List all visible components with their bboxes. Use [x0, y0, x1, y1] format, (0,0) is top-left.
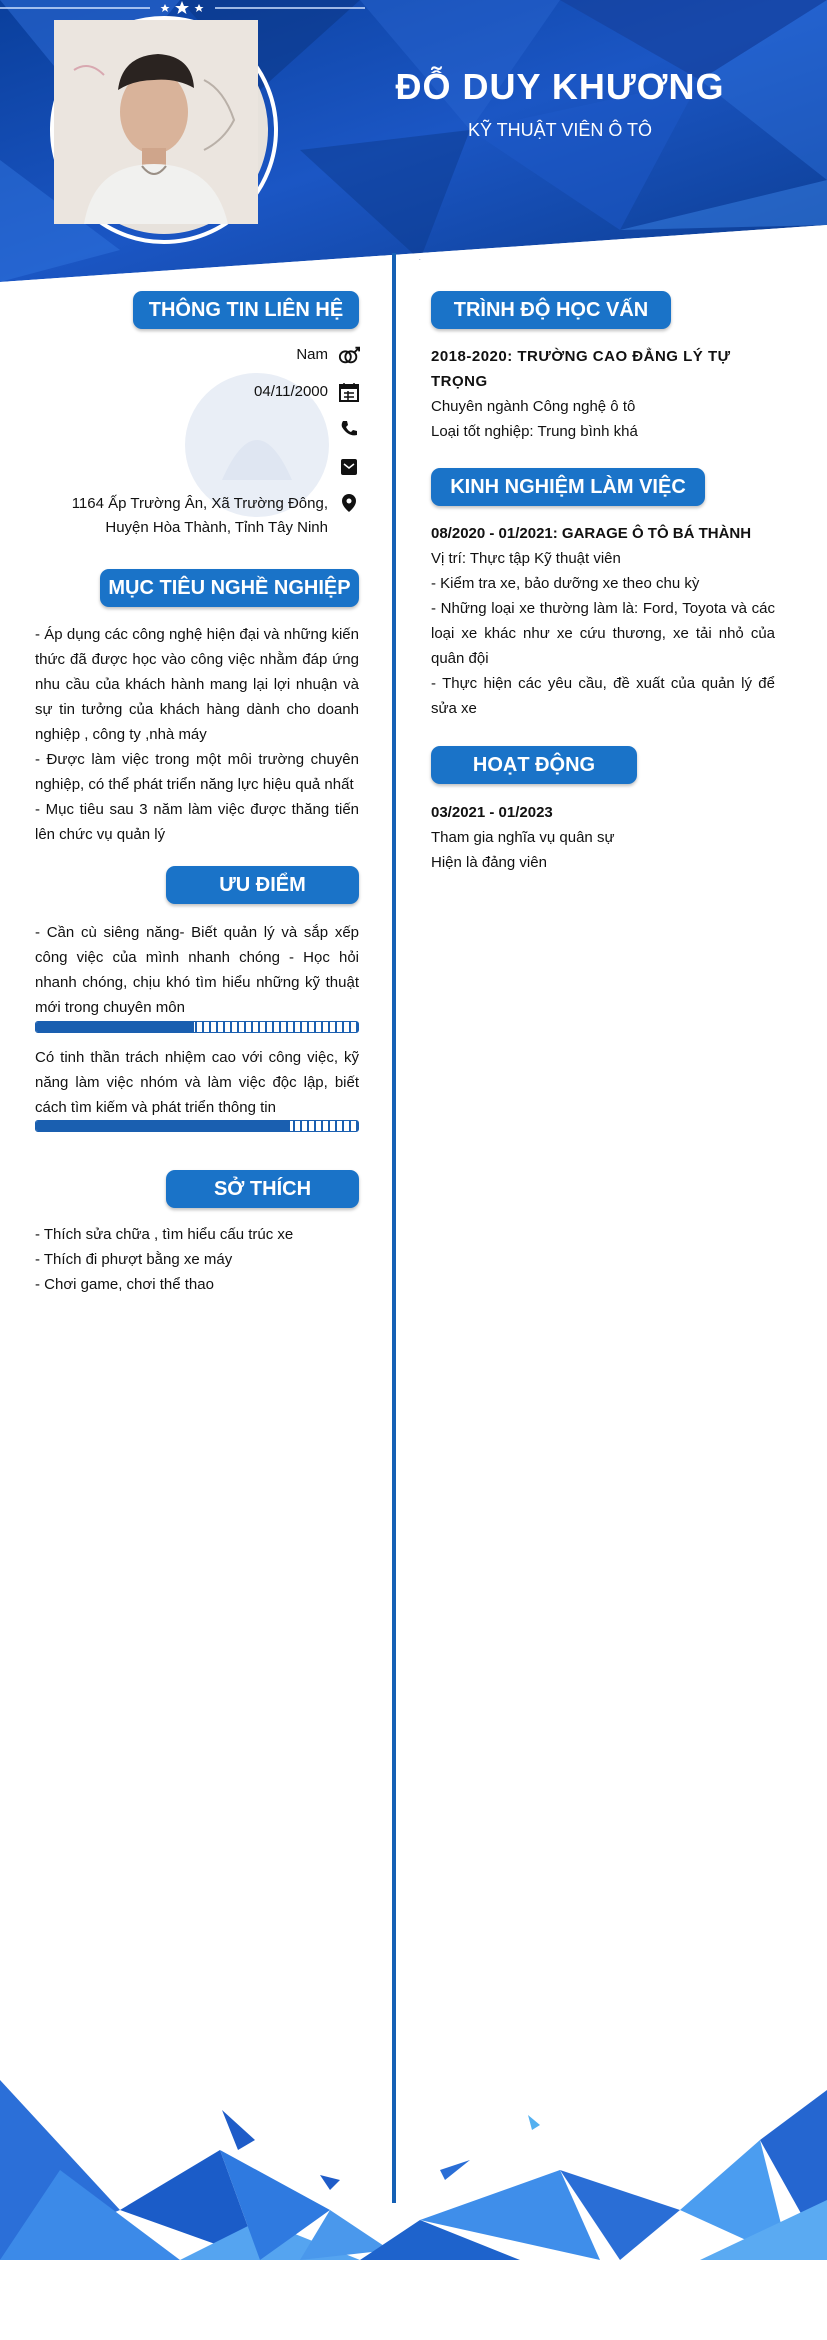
experience-line: - Thực hiện các yêu cầu, đề xuất của quản lý để sửa xe	[431, 675, 775, 717]
experience-line: - Những loại xe thường làm là: Ford, Toyota và các loại xe khác như xe cứu thương, xe tải nhỏ của quân đội	[431, 600, 775, 667]
location-pin-icon	[338, 492, 360, 514]
contact-gender	[296, 343, 360, 367]
hobby-line: - Chơi game, chơi thể thao	[35, 1276, 214, 1293]
footer-background	[0, 2060, 827, 2260]
education-heading: 2018-2020: TRƯỜNG CAO ĐẲNG LÝ TỰ TRỌNG	[431, 348, 731, 390]
education-major: Chuyên ngành Công nghệ ô tô	[431, 398, 636, 415]
hobbies-section-title: SỞ THÍCH	[166, 1170, 359, 1208]
contact-birthday	[254, 380, 360, 404]
experience-section-title: KINH NGHIỆM LÀM VIỆC	[431, 468, 705, 506]
hobbies-text	[35, 1222, 359, 1297]
strength-item-2-text: Có tinh thần trách nhiệm cao với công việc, kỹ năng làm việc nhóm và làm việc độc lập, biết cách tìm kiếm và phát triển thông tin	[35, 1049, 359, 1116]
experience-position: Vị trí: Thực tập Kỹ thuật viên	[431, 550, 621, 567]
contact-email[interactable]	[328, 456, 360, 478]
candidate-role: KỸ THUẬT VIÊN Ô TÔ	[467, 120, 653, 140]
avatar	[60, 26, 268, 234]
hobby-line: - Thích sửa chữa , tìm hiểu cấu trúc xe	[35, 1226, 294, 1243]
objective-line: - Áp dụng các công nghệ hiện đại và những kiến thức đã được học vào công việc nhằm đáp ứng nhu cầu của khách hành mang lại lợi nhuận và sự tin tưởng của khách hàng dành cho doanh nghiệp , công ty ,nhà máy	[35, 626, 359, 743]
objective-line: - Mục tiêu sau 3 năm làm việc được thăng tiến lên chức vụ quản lý	[35, 801, 359, 843]
activity-line: Tham gia nghĩa vụ quân sự	[431, 829, 615, 846]
email-icon	[338, 456, 360, 478]
contact-address	[72, 492, 360, 540]
experience-line: - Kiểm tra xe, bảo dưỡng xe theo chu kỳ	[431, 575, 700, 592]
candidate-name: ĐỖ DUY KHƯƠNG	[395, 66, 725, 107]
strengths-section-title: ƯU ĐIỂM	[166, 866, 359, 904]
strength-item-2-bar	[35, 1120, 359, 1132]
birthday-text: 04/11/2000	[254, 383, 328, 400]
address-line-2: Huyện Hòa Thành, Tỉnh Tây Ninh	[105, 519, 328, 536]
strength-item-1-text: - Cần cù siêng năng- Biết quản lý và sắp xếp công việc của mình nhanh chóng - Học hỏi nhanh chóng, chịu khó tìm hiểu những kỹ thuật mới trong chuyên môn	[35, 924, 359, 1016]
gender-icon	[338, 344, 360, 366]
stars-divider-icon	[0, 0, 365, 16]
activities-section-title: HOẠT ĐỘNG	[431, 746, 637, 784]
phone-icon	[338, 418, 360, 440]
education-grade: Loại tốt nghiệp: Trung bình khá	[431, 423, 638, 440]
activity-line: Hiện là đảng viên	[431, 854, 547, 871]
column-divider	[392, 253, 396, 2203]
strength-item-2-bar-fill	[36, 1121, 290, 1131]
header-banner	[0, 0, 827, 285]
experience-heading: 08/2020 - 01/2021: GARAGE Ô TÔ BÁ THÀNH	[431, 525, 752, 542]
strength-item-1-bar	[35, 1021, 359, 1033]
objective-section-title: MỤC TIÊU NGHỀ NGHIỆP	[100, 569, 359, 607]
objective-text	[35, 622, 359, 847]
gender-text: Nam	[296, 346, 328, 363]
calendar-icon	[338, 381, 360, 403]
address-line-1: 1164 Ấp Trường Ân, Xã Trường Đông,	[71, 495, 328, 512]
strength-item-1-bar-fill	[36, 1022, 194, 1032]
activities-block	[431, 800, 775, 875]
hobby-line: - Thích đi phượt bằng xe máy	[35, 1251, 233, 1268]
education-section-title: TRÌNH ĐỘ HỌC VẤN	[431, 291, 671, 329]
objective-line: - Được làm việc trong một môi trường chuyên nghiệp, có thể phát triển năng lực hiệu quả nhất	[35, 751, 359, 793]
activities-period: 03/2021 - 01/2023	[431, 804, 553, 821]
contact-section-title: THÔNG TIN LIÊN HỆ	[133, 291, 359, 329]
avatar-frame	[50, 16, 278, 244]
experience-block	[431, 521, 775, 721]
education-block	[431, 344, 731, 444]
contact-phone[interactable]	[328, 418, 360, 440]
